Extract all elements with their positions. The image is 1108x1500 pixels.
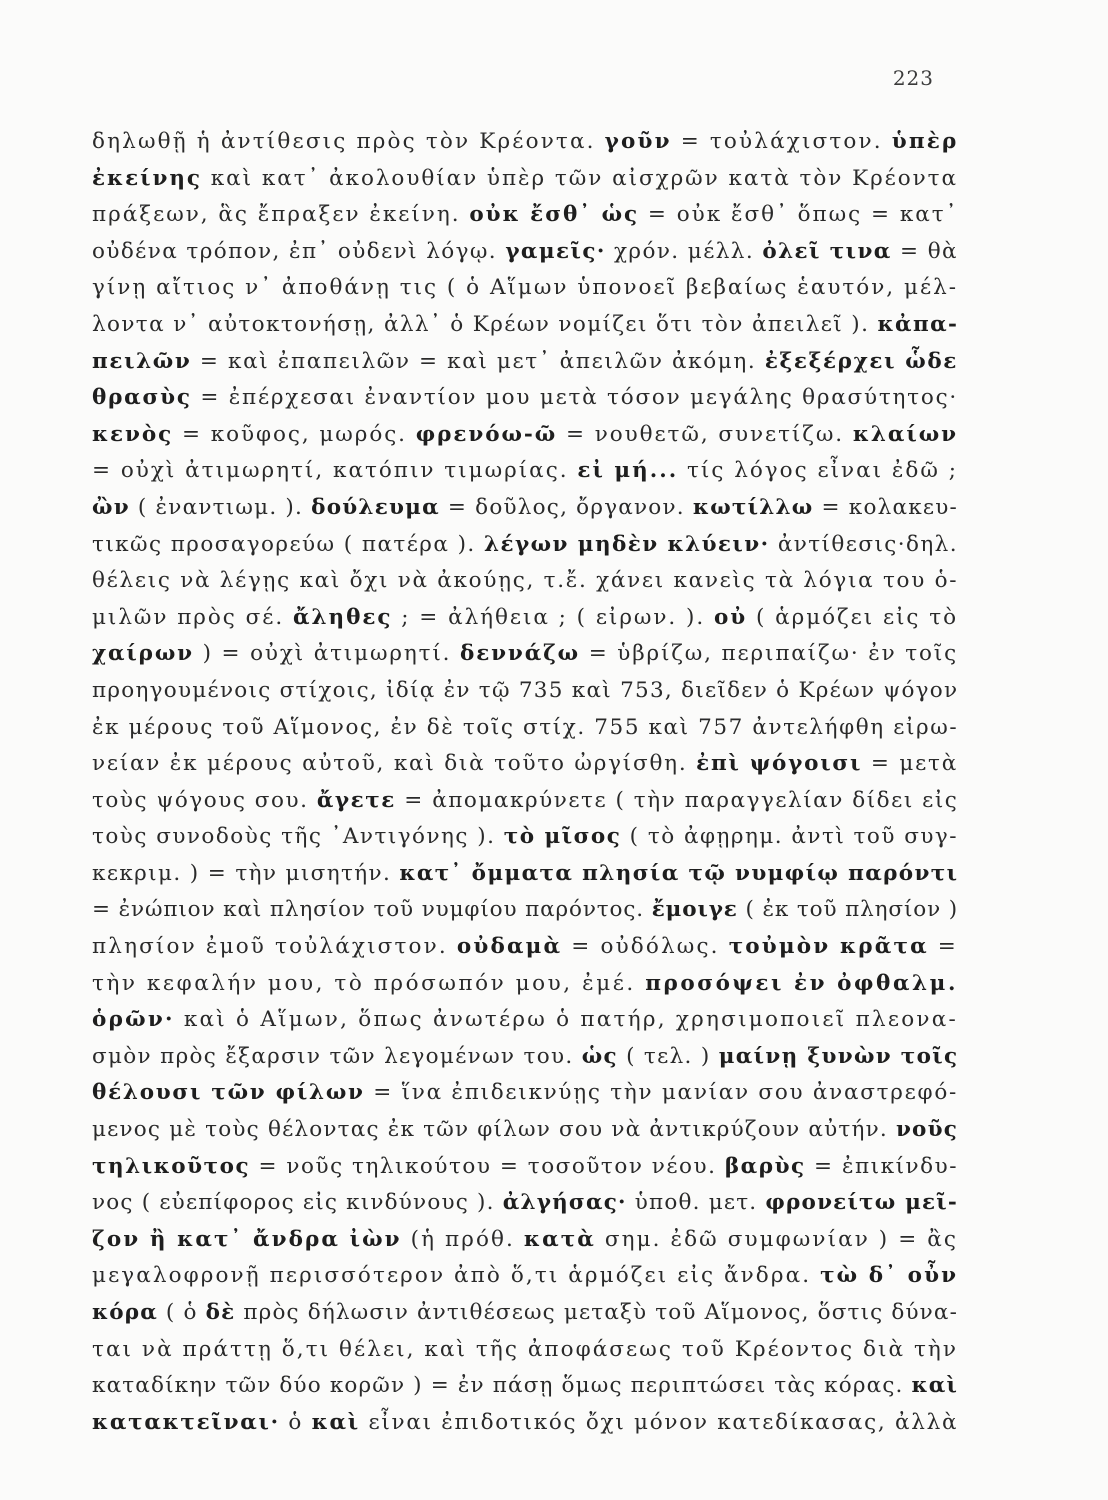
- gloss-text: = καὶ ἐπαπειλῶν = καὶ μετ᾽ ἀπειλῶν ἀκόμη.: [191, 348, 765, 374]
- text-line: [92, 1185, 958, 1222]
- lemma-term: ἄγετε: [316, 787, 396, 813]
- gloss-text: = νοῦς τηλικούτου = τοσοῦτον νέου.: [250, 1153, 725, 1179]
- text-line: [92, 1149, 958, 1186]
- lemma-term: πειλῶν: [92, 348, 192, 374]
- text-line: [92, 673, 958, 710]
- gloss-text: = θὰ: [891, 238, 958, 264]
- lemma-term: προσόψει ἐν ὀφθαλμ.: [645, 970, 958, 996]
- gloss-text: λοντα ν᾽ αὐτοκτονήσῃ, ἀλλ᾽ ὁ Κρέων νομίζει ὅτι τὸν ἀπειλεῖ ).: [92, 311, 878, 337]
- text-line: [92, 819, 958, 856]
- lemma-term: θρασὺς: [92, 385, 192, 411]
- gloss-text: καὶ ὁ Αἵμων, ὅπως ἀνωτέρω ὁ πατήρ, χρησιμοποιεῖ πλεονα-: [174, 1007, 958, 1033]
- lemma-term: τηλικοῦτος: [92, 1153, 251, 1179]
- lemma-term: θέλουσι τῶν φίλων: [92, 1080, 365, 1106]
- gloss-text: ; = ἀλήθεια ; ( εἰρων. ).: [392, 604, 714, 630]
- gloss-text: μιλῶν πρὸς σέ.: [92, 604, 293, 630]
- text-line: [92, 417, 958, 454]
- text-line: [92, 490, 958, 527]
- text-line: [92, 1222, 958, 1259]
- lemma-term: ἐκείνης: [92, 165, 202, 191]
- text-line: [92, 710, 958, 747]
- lemma-term: φρενόω-ῶ: [415, 421, 558, 447]
- gloss-text: τικῶς προσαγορεύω ( πατέρα ).: [92, 531, 484, 557]
- lemma-term: κόρα: [92, 1300, 158, 1325]
- gloss-text: σημ. ἐδῶ συμφωνίαν ) = ἂς: [595, 1226, 958, 1252]
- text-line: [92, 1112, 958, 1149]
- gloss-text: ὑποθ. μετ.: [626, 1190, 766, 1216]
- lemma-term: δεννάζω: [460, 641, 581, 667]
- lemma-term: κατ᾽ ὄμματα πλησία τῷ νυμφίῳ παρόντι: [399, 860, 958, 886]
- gloss-text: (ἡ πρόθ.: [401, 1226, 524, 1252]
- lemma-term: μαίνῃ ξυνὼν τοῖς: [718, 1043, 958, 1069]
- lemma-term: φρονείτω μεῖ-: [765, 1190, 958, 1216]
- gloss-text: = οὐχὶ ἀτιμωρητί, κατόπιν τιμωρίας.: [92, 458, 578, 484]
- text-line: [92, 234, 958, 271]
- commentary-text: [92, 124, 958, 1441]
- text-line: [92, 1039, 958, 1076]
- text-line: [92, 892, 958, 929]
- lemma-term: ἔμοιγε: [651, 897, 738, 923]
- gloss-text: = ἐπέρχεσαι ἐναντίον μου μετὰ τόσον μεγάλης θρασύτητος·: [191, 385, 958, 411]
- lemma-term: νοῦς: [895, 1117, 958, 1143]
- text-line: [92, 527, 958, 564]
- text-line: [92, 1075, 958, 1112]
- lemma-term: κλαίων: [852, 421, 958, 447]
- text-line: [92, 636, 958, 673]
- gloss-text: ται νὰ πράττῃ ὅ,τι θέλει, καὶ τῆς ἀποφάσεως τοῦ Κρέοντος διὰ τὴν: [92, 1336, 958, 1362]
- text-line: [92, 563, 958, 600]
- gloss-text: ( ὁ: [157, 1300, 206, 1325]
- gloss-text: = οὐκ ἔσθ᾽ ὅπως = κατ᾽: [639, 202, 958, 228]
- lemma-term: οὐ: [714, 604, 748, 630]
- lemma-term: καὶ: [911, 1373, 958, 1399]
- gloss-text: = ἀπομακρύνετε ( τὴν παραγγελίαν δίδει εἰς: [395, 787, 958, 813]
- gloss-text: = κολακευ-: [813, 494, 958, 520]
- lemma-term: ἄληθες: [292, 604, 393, 630]
- text-line: [92, 1002, 958, 1039]
- lemma-term: ὁρῶν·: [92, 1007, 175, 1033]
- gloss-text: = ὑβρίζω, περιπαίζω· ἐν τοῖς: [580, 641, 958, 667]
- lemma-term: οὐκ ἔσθ᾽ ὡς: [469, 202, 640, 228]
- gloss-text: ( ἐκ τοῦ πλησίον ): [737, 897, 958, 923]
- gloss-text: ὁ: [279, 1409, 312, 1435]
- text-line: [92, 1295, 958, 1332]
- lemma-term: ἀλγήσας·: [502, 1190, 627, 1216]
- text-line: [92, 307, 958, 344]
- lemma-term: κἀπα-: [877, 311, 958, 337]
- gloss-text: = μετὰ: [862, 751, 958, 777]
- gloss-text: ( τὸ ἀφῃρημ. ἀντὶ τοῦ συγ-: [621, 824, 958, 850]
- gloss-text: πρὸς δήλωσιν ἀντιθέσεως μεταξὺ τοῦ Αἵμονος, ὅστις δύνα-: [235, 1300, 958, 1325]
- gloss-text: πλησίον ἐμοῦ τοὐλάχιστον.: [92, 934, 457, 960]
- gloss-text: θέλεις νὰ λέγῃς καὶ ὄχι νὰ ἀκούῃς, τ.ἔ. χάνει κανεὶς τὰ λόγια του ὁ-: [92, 568, 958, 594]
- lemma-term: γοῦν: [604, 129, 672, 154]
- text-line: [92, 270, 958, 307]
- lemma-term: οὐδαμὰ: [456, 934, 563, 960]
- gloss-text: καταδίκην τῶν δύο κορῶν ) = ἐν πάσῃ ὅμως περιπτώσει τὰς κόρας.: [92, 1373, 912, 1399]
- gloss-text: μενος μὲ τοὺς θέλοντας ἐκ τῶν φίλων σου νὰ ἀντικρύζουν αὐτήν.: [92, 1117, 896, 1143]
- lemma-term: ὑπὲρ: [891, 129, 958, 154]
- text-line: [92, 746, 958, 783]
- lemma-term: τὼ δ᾽ οὖν: [820, 1263, 958, 1289]
- lemma-term: κενὸς: [92, 421, 174, 447]
- text-line: [92, 161, 958, 198]
- lemma-term: λέγων μηδὲν κλύειν·: [483, 531, 770, 557]
- lemma-term: βαρὺς: [724, 1153, 806, 1179]
- lemma-term: ἐπὶ ψόγοισι: [696, 751, 863, 777]
- gloss-text: ( ἐναντιωμ. ).: [129, 494, 312, 520]
- gloss-text: = ἐπικίνδυ-: [805, 1153, 958, 1179]
- gloss-text: μεγαλοφρονῇ περισσότερον ἀπὸ ὅ,τι ἁρμόζει εἰς ἄνδρα.: [92, 1263, 821, 1289]
- gloss-text: = ἐνώπιον καὶ πλησίον τοῦ νυμφίου παρόντος.: [92, 897, 652, 923]
- lemma-term: ὡς: [581, 1043, 618, 1069]
- gloss-text: προηγουμένοις στίχοις, ἰδίᾳ ἐν τῷ 735 καὶ 753, διεῖδεν ὁ Κρέων ψόγον: [92, 677, 958, 703]
- text-line: [92, 453, 958, 490]
- gloss-text: ( ἁρμόζει εἰς τὸ: [747, 604, 958, 630]
- gloss-text: =: [928, 934, 958, 960]
- lemma-term: κατακτεῖναι·: [92, 1409, 280, 1435]
- text-line: [92, 197, 958, 234]
- gloss-text: νος ( εὐεπίφορος εἰς κινδύνους ).: [92, 1190, 503, 1216]
- gloss-text: = κοῦφος, μωρός.: [173, 421, 416, 447]
- gloss-text: δηλωθῇ ἡ ἀντίθεσις πρὸς τὸν Κρέοντα.: [92, 129, 605, 154]
- lemma-term: καὶ: [311, 1409, 360, 1435]
- lemma-term: δούλευμα: [311, 494, 440, 520]
- text-line: [92, 600, 958, 637]
- gloss-text: τὴν κεφαλήν μου, τὸ πρόσωπόν μου, ἐμέ.: [92, 970, 646, 996]
- gloss-text: = ἵνα ἐπιδεικνύῃς τὴν μανίαν σου ἀναστρεφό-: [364, 1080, 958, 1106]
- gloss-text: οὐδένα τρόπον, ἐπ᾽ οὐδενὶ λόγῳ.: [92, 238, 506, 264]
- lemma-term: ἐξεξέρχει ὧδε: [764, 348, 958, 374]
- gloss-text: καὶ κατ᾽ ἀκολουθίαν ὑπὲρ τῶν αἰσχρῶν κατὰ τὸν Κρέοντα: [201, 165, 958, 191]
- gloss-text: νείαν ἐκ μέρους αὐτοῦ, καὶ διὰ τοῦτο ὠργίσθη.: [92, 751, 697, 777]
- page-number: 223: [892, 66, 934, 90]
- lemma-term: χαίρων: [92, 641, 194, 667]
- text-line: [92, 856, 958, 893]
- gloss-text: τίς λόγος εἶναι ἐδῶ ;: [678, 458, 958, 484]
- lemma-term: τὸ μῖσος: [503, 824, 622, 850]
- gloss-text: τοὺς συνοδοὺς τῆς ᾽Αντιγόνης ).: [92, 824, 504, 850]
- gloss-text: = δοῦλος, ὄργανον.: [439, 494, 693, 520]
- gloss-text: = τοὐλάχιστον.: [671, 129, 892, 154]
- lemma-term: γαμεῖς·: [505, 238, 606, 264]
- gloss-text: κεκριμ. ) = τὴν μισητήν.: [92, 860, 400, 886]
- gloss-text: χρόν. μέλλ.: [605, 238, 763, 264]
- gloss-text: ( τελ. ): [617, 1043, 719, 1069]
- gloss-text: = οὐδόλως.: [562, 934, 729, 960]
- gloss-text: ἀντίθεσις·δηλ.: [769, 531, 958, 557]
- gloss-text: ) = οὐχὶ ἀτιμωρητί.: [193, 641, 461, 667]
- lemma-term: κατὰ: [523, 1226, 596, 1252]
- text-line: [92, 380, 958, 417]
- text-line: [92, 1258, 958, 1295]
- lemma-term: ὀλεῖ τινα: [762, 238, 892, 264]
- lemma-term: εἰ μή...: [577, 458, 679, 484]
- gloss-text: σμὸν πρὸς ἔξαρσιν τῶν λεγομένων του.: [92, 1043, 582, 1069]
- text-line: [92, 1332, 958, 1369]
- text-line: [92, 783, 958, 820]
- gloss-text: γίνῃ αἴτιος ν᾽ ἀποθάνῃ τις ( ὁ Αἵμων ὑπονοεῖ βεβαίως ἑαυτόν, μέλ-: [92, 275, 958, 301]
- text-line: [92, 1405, 958, 1442]
- gloss-text: πράξεων, ἃς ἔπραξεν ἐκείνη.: [92, 202, 470, 228]
- lemma-term: ὢν: [92, 494, 130, 520]
- gloss-text: = νουθετῶ, συνετίζω.: [557, 421, 853, 447]
- gloss-text: ἐκ μέρους τοῦ Αἵμονος, ἐν δὲ τοῖς στίχ. 755 καὶ 757 ἀντελήφθη εἰρω-: [92, 714, 958, 740]
- lemma-term: κωτίλλω: [692, 494, 814, 520]
- lemma-term: τοὐμὸν κρᾶτα: [728, 934, 929, 960]
- text-line: [92, 966, 958, 1003]
- gloss-text: τοὺς ψόγους σου.: [92, 787, 317, 813]
- text-line: [92, 1368, 958, 1405]
- lemma-term: ζον ἢ κατ᾽ ἄνδρα ἰὼν: [92, 1226, 402, 1252]
- text-line: [92, 124, 958, 161]
- gloss-text: εἶναι ἐπιδοτικός ὄχι μόνον κατεδίκασας, ἀλλὰ: [359, 1409, 958, 1435]
- text-line: [92, 344, 958, 381]
- lemma-term: δὲ: [205, 1300, 236, 1325]
- text-line: [92, 929, 958, 966]
